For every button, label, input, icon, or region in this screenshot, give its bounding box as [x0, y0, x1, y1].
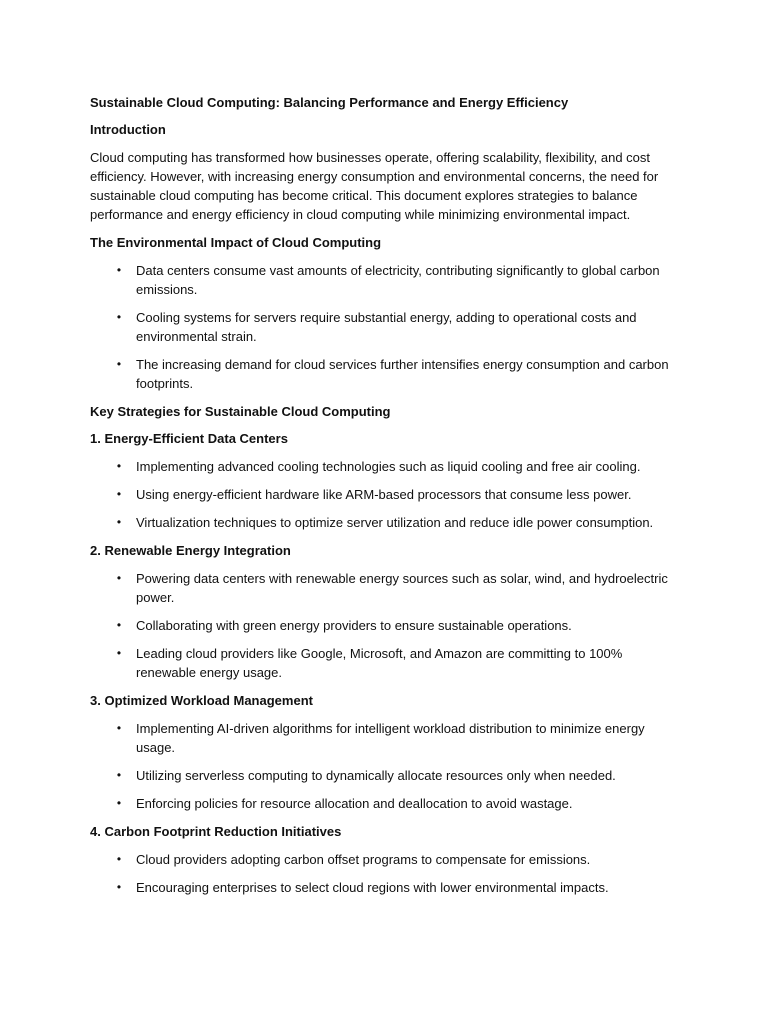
list-item-text: Utilizing serverless computing to dynamically allocate resources only when needed. — [136, 768, 616, 783]
list-item — [90, 719, 680, 757]
bullet-icon: • — [116, 880, 122, 894]
list-item-text: Implementing AI-driven algorithms for intelligent workload distribution to minimize energy usage. — [136, 721, 645, 755]
bullet-icon: • — [116, 310, 122, 324]
list-item — [90, 794, 680, 813]
list-item-text: Encouraging enterprises to select cloud regions with lower environmental impacts. — [136, 880, 609, 895]
introduction-paragraph: Cloud computing has transformed how businesses operate, offering scalability, flexibility, and cost efficiency. However, with increasing energy consumption and environmental concerns, the need for sustainable cloud computing has become critical. This document explores strategies to balance performance and energy efficiency in cloud computing while minimizing environmental impact. — [90, 150, 659, 222]
list-item — [90, 766, 680, 785]
list-item — [90, 485, 680, 504]
list-item-text: Using energy-efficient hardware like ARM-based processors that consume less power. — [136, 487, 632, 502]
list-item — [90, 355, 680, 393]
bullet-icon: • — [116, 721, 122, 735]
bullet-icon: • — [116, 571, 122, 585]
list-item — [90, 457, 680, 476]
introduction-heading: Introduction — [90, 122, 166, 137]
strategy-list-carbon-footprint-reduction — [90, 850, 680, 897]
list-item — [90, 616, 680, 635]
list-item-text: The increasing demand for cloud services further intensifies energy consumption and carbon footprints. — [136, 357, 669, 391]
environmental-impact-list — [90, 261, 680, 393]
bullet-icon: • — [116, 357, 122, 371]
list-item — [90, 850, 680, 869]
list-item-text: Virtualization techniques to optimize server utilization and reduce idle power consumption. — [136, 515, 654, 530]
list-item-text: Enforcing policies for resource allocation and deallocation to avoid wastage. — [136, 796, 573, 811]
list-item-text: Cooling systems for servers require substantial energy, adding to operational costs and environmental strain. — [136, 310, 637, 344]
list-item — [90, 261, 680, 299]
list-item — [90, 513, 680, 532]
list-item-text: Implementing advanced cooling technologies such as liquid cooling and free air cooling. — [136, 459, 641, 474]
bullet-icon: • — [116, 646, 122, 660]
strategy-heading-renewable-energy-integration: 2. Renewable Energy Integration — [90, 543, 291, 558]
key-strategies-heading: Key Strategies for Sustainable Cloud Computing — [90, 404, 391, 419]
list-item — [90, 308, 680, 346]
document-body — [90, 94, 680, 907]
list-item-text: Powering data centers with renewable energy sources such as solar, wind, and hydroelectric power. — [136, 571, 668, 605]
bullet-icon: • — [116, 852, 122, 866]
list-item — [90, 569, 680, 607]
document-title: Sustainable Cloud Computing: Balancing Performance and Energy Efficiency — [90, 95, 569, 110]
list-item-text: Cloud providers adopting carbon offset programs to compensate for emissions. — [136, 852, 591, 867]
list-item-text: Data centers consume vast amounts of electricity, contributing significantly to global carbon emissions. — [136, 263, 660, 297]
strategy-list-renewable-energy-integration — [90, 569, 680, 682]
strategy-list-energy-efficient-data-centers — [90, 457, 680, 532]
bullet-icon: • — [116, 768, 122, 782]
bullet-icon: • — [116, 515, 122, 529]
strategy-heading-energy-efficient-data-centers: 1. Energy-Efficient Data Centers — [90, 431, 288, 446]
list-item — [90, 644, 680, 682]
environmental-impact-heading: The Environmental Impact of Cloud Computing — [90, 235, 382, 250]
bullet-icon: • — [116, 263, 122, 277]
strategy-heading-carbon-footprint-reduction: 4. Carbon Footprint Reduction Initiatives — [90, 824, 342, 839]
bullet-icon: • — [116, 796, 122, 810]
strategy-heading-optimized-workload-management: 3. Optimized Workload Management — [90, 693, 313, 708]
bullet-icon: • — [116, 459, 122, 473]
strategy-list-optimized-workload-management — [90, 719, 680, 813]
list-item — [90, 878, 680, 897]
bullet-icon: • — [116, 618, 122, 632]
bullet-icon: • — [116, 487, 122, 501]
list-item-text: Leading cloud providers like Google, Microsoft, and Amazon are committing to 100% renewable energy usage. — [136, 646, 623, 680]
list-item-text: Collaborating with green energy providers to ensure sustainable operations. — [136, 618, 572, 633]
